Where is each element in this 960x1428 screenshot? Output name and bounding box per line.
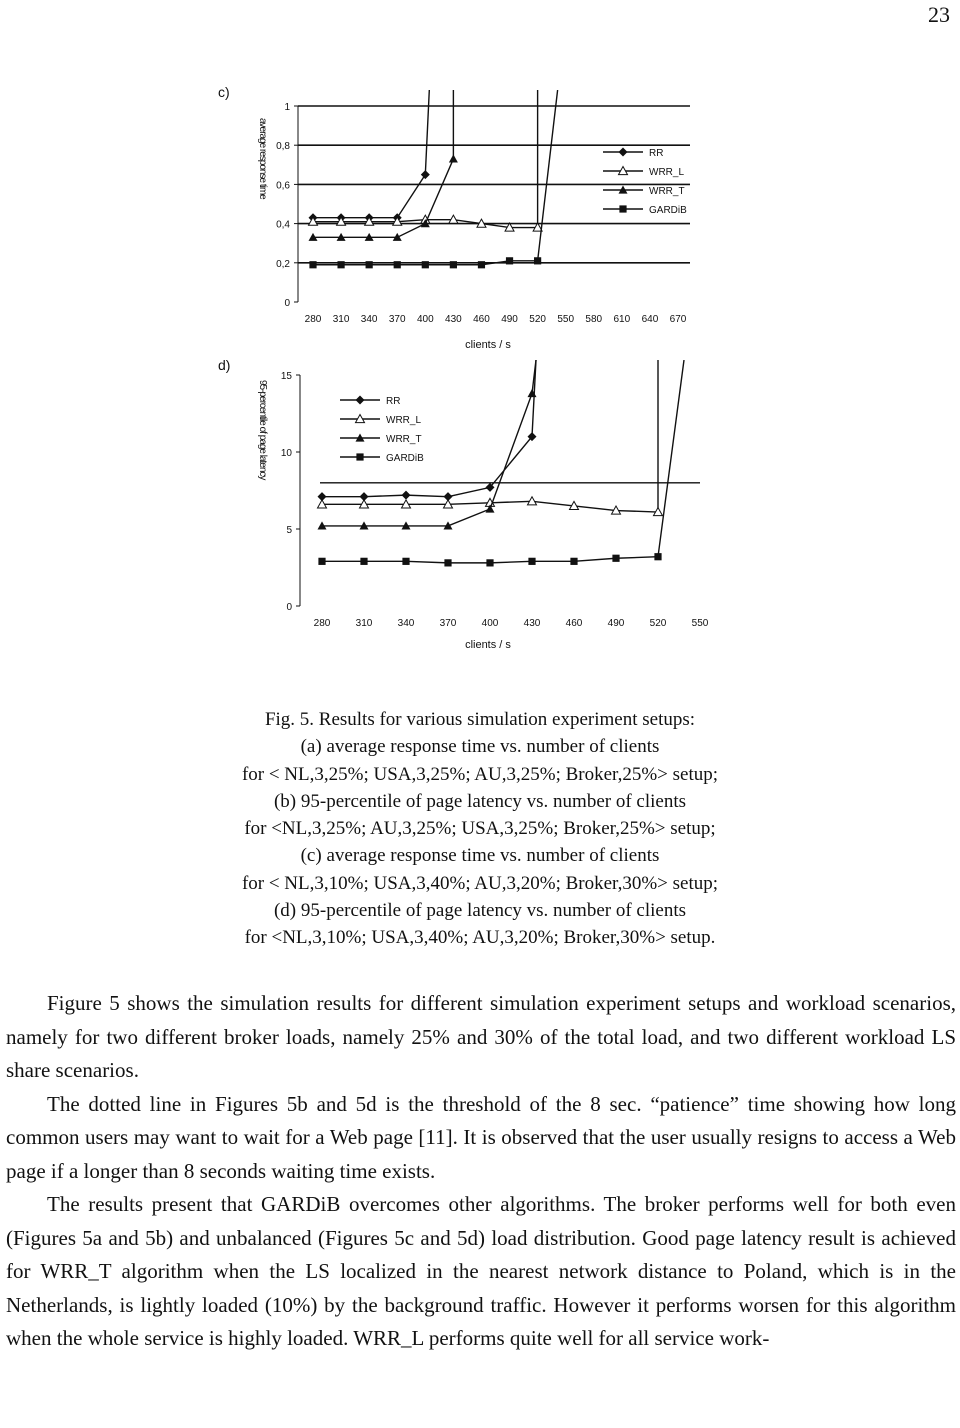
caption-line: for < NL,3,10%; USA,3,40%; AU,3,20%; Broker,30%> setup; [241, 872, 719, 894]
y-tick-label: 0,6 [276, 180, 290, 192]
x-tick-label: 370 [439, 618, 457, 629]
legend-label: WRR_T [649, 186, 685, 197]
x-tick-label: 430 [523, 618, 541, 629]
x-tick-label: 490 [501, 314, 518, 325]
x-tick-label: 280 [304, 314, 322, 325]
y-tick-label: 0,2 [276, 258, 290, 270]
x-tick-label: 370 [388, 314, 406, 325]
x-tick-label: 670 [669, 314, 687, 325]
series-line-gardib [313, 90, 558, 265]
series-point-gardib [612, 555, 619, 562]
caption-line: for <NL,3,25%; AU,3,25%; USA,3,25%; Broker,25%> setup; [244, 818, 716, 840]
x-tick-label: 550 [557, 314, 575, 325]
series-point-gardib [478, 261, 485, 268]
y-tick-label: 15 [280, 371, 292, 382]
series-point-gardib [450, 261, 457, 268]
legend-label: WRR_L [386, 415, 422, 426]
x-tick-label: 430 [445, 314, 462, 325]
series-point-gardib [486, 559, 493, 566]
y-tick-label: 0 [286, 602, 292, 613]
x-tick-label: 280 [313, 618, 331, 629]
x-tick-label: 460 [473, 314, 490, 325]
legend-marker [356, 453, 363, 460]
series-point-gardib [394, 261, 401, 268]
x-axis-title: clients / s [465, 339, 511, 351]
paragraph: Figure 5 shows the simulation results for different simulation experiment setups and workload scenarios, namely for two different broker loads, namely 25% and 30% of the total load, and two different workload LS share scenarios. [6, 991, 956, 1082]
series-point-rr [402, 491, 411, 500]
figure-caption [150, 706, 810, 952]
legend-label: WRR_L [649, 167, 685, 178]
series-line-rr [322, 360, 536, 497]
chart-d-ylabel: 95-percentile of page latency [257, 380, 268, 480]
y-tick-label: 10 [280, 448, 292, 459]
x-tick-label: 310 [332, 314, 350, 325]
series-point-gardib [422, 261, 429, 268]
paragraph: The results present that GARDiB overcomes other algorithms. The broker performs well for both even (Figures 5a and 5b) and unbalanced (Figures 5c and 5d) load distribution. Good page latency result is achieved for WRR_T algorithm when the LS localized in the nearest network distance to Poland, which is in the Netherlands, is lightly loaded (10%) by the background traffic. However it performs worsen for this algorithm when the whole service is highly loaded. WRR_L performs quite well for all service work- [6, 1192, 956, 1350]
series-point-gardib [360, 558, 367, 565]
series-line-gardib [322, 360, 684, 563]
series-line-wrr_t [322, 360, 536, 526]
y-tick-label: 1 [284, 102, 290, 113]
x-tick-label: 550 [691, 618, 709, 629]
series-point-gardib [402, 558, 409, 565]
chart-c-ylabel: average response time [257, 118, 268, 199]
series-point-gardib [654, 553, 661, 560]
caption-line: for <NL,3,10%; USA,3,40%; AU,3,20%; Broker,30%> setup. [244, 927, 716, 949]
chart-d [0, 360, 960, 660]
legend-label: RR [649, 148, 664, 159]
x-tick-label: 580 [585, 314, 603, 325]
x-tick-label: 520 [649, 618, 667, 629]
x-tick-label: 490 [607, 618, 625, 629]
x-tick-label: 340 [397, 618, 415, 629]
x-tick-label: 340 [360, 314, 378, 325]
caption-line: Fig. 5. Results for various simulation experiment setups: [264, 709, 696, 730]
body-text [6, 987, 956, 1356]
legend-marker [619, 148, 628, 157]
x-tick-label: 460 [565, 618, 583, 629]
series-point-gardib [506, 257, 513, 264]
caption-line: (d) 95-percentile of page latency vs. number of clients [273, 900, 687, 922]
x-axis-title: clients / s [465, 639, 511, 651]
x-tick-label: 640 [641, 314, 659, 325]
y-tick-label: 0 [284, 298, 290, 309]
x-tick-label: 400 [481, 618, 499, 629]
series-point-wrr_t [449, 154, 458, 162]
legend-label: GARDiB [649, 205, 687, 216]
panel-label-d: d) [218, 357, 231, 373]
page-number: 23 [928, 2, 950, 27]
series-line-wrr_l [313, 90, 538, 228]
caption-line: (a) average response time vs. number of clients [300, 736, 660, 758]
series-point-gardib [309, 261, 316, 268]
series-point-rr [421, 170, 430, 179]
x-tick-label: 520 [529, 314, 546, 325]
series-point-wrr_t [528, 389, 537, 397]
series-point-gardib [534, 257, 541, 264]
series-line-rr [313, 90, 429, 218]
caption-line: (c) average response time vs. number of clients [300, 845, 660, 867]
x-tick-label: 610 [613, 314, 631, 325]
series-point-gardib [570, 558, 577, 565]
series-point-gardib [528, 558, 535, 565]
chart-c [0, 90, 960, 360]
caption-line: (b) 95-percentile of page latency vs. number of clients [273, 790, 687, 812]
series-point-gardib [366, 261, 373, 268]
series-line-wrr_t [313, 90, 453, 237]
y-tick-label: 0,8 [276, 141, 290, 153]
x-tick-label: 310 [355, 618, 373, 629]
legend-label: WRR_T [386, 434, 422, 445]
y-tick-label: 5 [286, 525, 292, 536]
legend-marker [619, 205, 626, 212]
series-point-gardib [337, 261, 344, 268]
legend-label: GARDiB [386, 453, 424, 464]
series-point-gardib [444, 559, 451, 566]
legend-label: RR [386, 396, 401, 407]
x-tick-label: 400 [416, 314, 434, 325]
series-point-gardib [318, 558, 325, 565]
y-tick-label: 0,4 [276, 219, 290, 231]
panel-label-c: c) [218, 84, 230, 100]
paragraph: The dotted line in Figures 5b and 5d is the threshold of the 8 sec. “patience” time showing how long common users may want to wait for a Web page [11]. It is observed that the user usually resigns to access a Web page if a longer than 8 seconds waiting time exists. [6, 1091, 956, 1183]
caption-line: for < NL,3,25%; USA,3,25%; AU,3,25%; Broker,25%> setup; [241, 763, 719, 785]
legend-marker [356, 396, 365, 405]
